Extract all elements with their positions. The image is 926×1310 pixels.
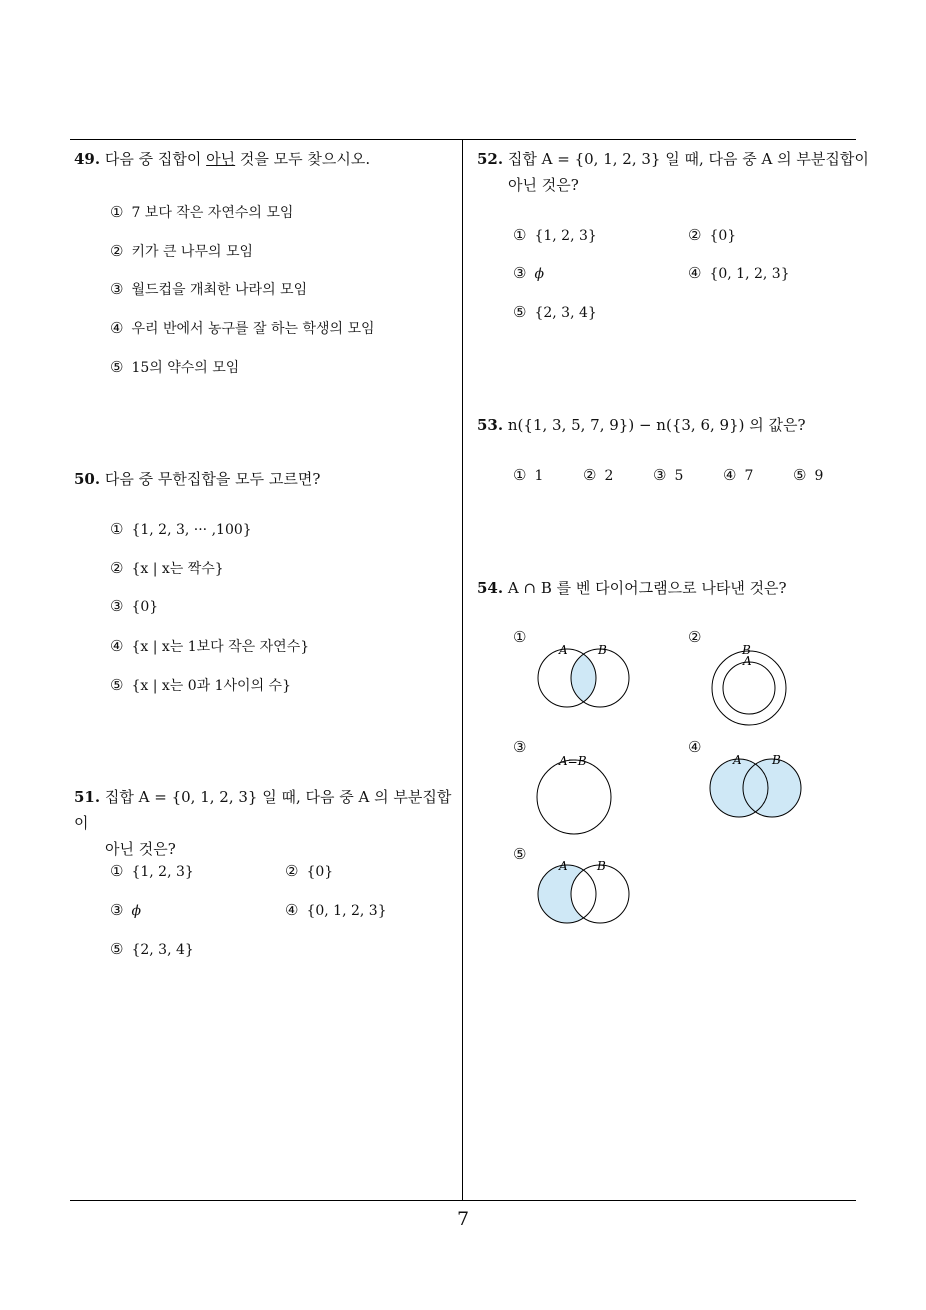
question-line (477, 146, 877, 172)
option-mark: ② (110, 242, 124, 260)
option-2[interactable] (583, 466, 613, 484)
question-53 (477, 412, 877, 438)
option-mark: ④ (688, 264, 702, 282)
question-number: 54. (477, 579, 504, 597)
venn-circle-ab (537, 760, 611, 834)
question-text: n({1, 3, 5, 7, 9}) − n({3, 6, 9}) 의 값은? (507, 416, 806, 434)
question-50 (74, 466, 459, 492)
option-1[interactable] (110, 202, 293, 222)
option-2[interactable] (285, 862, 333, 880)
option-5[interactable] (110, 357, 239, 377)
option-text: 7 보다 작은 자연수의 모임 (131, 205, 294, 221)
option-text: 우리 반에서 농구를 잘 하는 학생의 모임 (131, 321, 375, 337)
option-mark: ② (285, 862, 299, 880)
venn-label-b: B (742, 643, 751, 657)
option-mark: ① (110, 520, 124, 538)
venn-label-b: B (597, 859, 606, 873)
option-mark-2[interactable]: ② (688, 628, 702, 646)
option-text: 9 (814, 468, 824, 484)
option-mark: ① (110, 203, 124, 221)
question-text: 아닌 것은? (508, 176, 579, 194)
question-49 (74, 146, 459, 172)
column-divider (462, 139, 463, 1201)
option-mark-5[interactable]: ⑤ (513, 845, 527, 863)
option-1[interactable] (110, 520, 252, 538)
question-text: 다음 중 무한집합을 모두 고르면? (104, 470, 321, 488)
venn-label-a: A (559, 643, 568, 657)
option-4[interactable] (110, 318, 375, 338)
option-text: {1, 2, 3, ··· ,100} (131, 522, 252, 538)
option-mark: ③ (653, 466, 667, 484)
option-mark-4[interactable]: ④ (688, 738, 702, 756)
venn-label-b: B (598, 643, 607, 657)
venn-circle-a (723, 662, 775, 714)
option-5[interactable] (793, 466, 823, 484)
option-text: {x | x는 0과 1사이의 수} (131, 678, 291, 694)
question-54 (477, 575, 877, 601)
option-mark: ① (513, 466, 527, 484)
question-text-underlined: 아닌 (206, 150, 236, 168)
venn-label-a: A (743, 654, 752, 668)
option-mark: ⑤ (110, 940, 124, 958)
option-3[interactable] (110, 597, 158, 615)
option-text: {1, 2, 3} (131, 864, 194, 880)
option-text: {0, 1, 2, 3} (306, 903, 387, 919)
option-text: {x | x는 1보다 작은 자연수} (131, 639, 310, 655)
option-5[interactable] (513, 303, 597, 321)
question-text: 집합 A = {0, 1, 2, 3} 일 때, 다음 중 A 의 부분집합이 (507, 150, 869, 168)
option-text: {0} (709, 228, 737, 244)
option-text: 2 (604, 468, 614, 484)
venn-diagram-4[interactable] (705, 750, 815, 822)
option-text: 키가 큰 나무의 모임 (131, 244, 253, 260)
venn-diagram-1[interactable] (530, 640, 640, 712)
question-number: 49. (74, 150, 101, 168)
bottom-rule (70, 1200, 856, 1201)
option-mark: ⑤ (793, 466, 807, 484)
option-mark-3[interactable]: ③ (513, 738, 527, 756)
option-mark: ⑤ (110, 676, 124, 694)
option-mark-1[interactable]: ① (513, 628, 527, 646)
option-mark: ① (513, 226, 527, 244)
option-text: 5 (674, 468, 684, 484)
venn-label-b: B (772, 753, 781, 767)
question-number: 52. (477, 150, 504, 168)
option-text: 월드컵을 개최한 나라의 모임 (131, 282, 308, 298)
question-text: 집합 A = {0, 1, 2, 3} 일 때, 다음 중 A 의 부분집합이 (74, 788, 452, 832)
option-text: 7 (744, 468, 754, 484)
venn-label-a: A (733, 753, 742, 767)
option-text: ϕ (534, 266, 544, 282)
question-51 (74, 784, 459, 862)
venn-diagram-2[interactable] (705, 640, 795, 730)
option-mark: ③ (110, 901, 124, 919)
question-number: 51. (74, 788, 101, 806)
option-4[interactable] (688, 264, 790, 282)
option-4[interactable] (110, 636, 309, 656)
question-line (74, 836, 459, 862)
option-text: 15의 약수의 모임 (131, 360, 240, 376)
option-2[interactable] (688, 226, 736, 244)
venn-diagram-5[interactable] (530, 858, 640, 930)
question-text: 다음 중 집합이 (104, 150, 207, 168)
option-text: 1 (534, 468, 544, 484)
option-mark: ④ (110, 319, 124, 337)
option-mark: ④ (723, 466, 737, 484)
option-mark: ③ (513, 264, 527, 282)
option-5[interactable] (110, 940, 194, 958)
question-52 (477, 146, 877, 198)
page-number: 7 (456, 1208, 470, 1230)
option-3[interactable] (110, 279, 307, 299)
option-2[interactable] (110, 241, 253, 261)
option-mark: ② (688, 226, 702, 244)
option-mark: ② (583, 466, 597, 484)
option-text: {0} (131, 599, 159, 615)
option-mark: ② (110, 559, 124, 577)
option-text: {2, 3, 4} (534, 305, 597, 321)
option-3[interactable] (513, 264, 544, 282)
option-4[interactable] (723, 466, 753, 484)
question-line (74, 784, 459, 836)
option-1[interactable] (513, 226, 597, 244)
question-number: 53. (477, 416, 504, 434)
option-mark: ⑤ (513, 303, 527, 321)
top-rule (70, 139, 856, 140)
option-text: {0, 1, 2, 3} (709, 266, 790, 282)
option-text: {x | x는 짝수} (131, 561, 224, 577)
venn-diagram-3[interactable] (530, 750, 620, 840)
question-line (477, 172, 877, 198)
option-2[interactable] (110, 558, 224, 578)
question-number: 50. (74, 470, 101, 488)
option-1[interactable] (513, 466, 543, 484)
question-text: 것을 모두 찾으시오. (235, 150, 371, 168)
option-text: {0} (306, 864, 334, 880)
option-3[interactable] (653, 466, 683, 484)
option-mark: ① (110, 862, 124, 880)
option-text: ϕ (131, 903, 141, 919)
question-text: A ∩ B 를 벤 다이어그램으로 나타낸 것은? (507, 579, 787, 597)
option-mark: ④ (285, 901, 299, 919)
option-text: {1, 2, 3} (534, 228, 597, 244)
venn-label-a: A (559, 859, 568, 873)
option-5[interactable] (110, 675, 291, 695)
question-text: 아닌 것은? (105, 840, 176, 858)
option-4[interactable] (285, 901, 387, 919)
option-mark: ④ (110, 637, 124, 655)
option-mark: ③ (110, 597, 124, 615)
option-3[interactable] (110, 901, 141, 919)
option-mark: ③ (110, 280, 124, 298)
option-text: {2, 3, 4} (131, 942, 194, 958)
venn-label-a-eq-b: A=B (559, 754, 587, 768)
option-mark: ⑤ (110, 358, 124, 376)
option-1[interactable] (110, 862, 194, 880)
